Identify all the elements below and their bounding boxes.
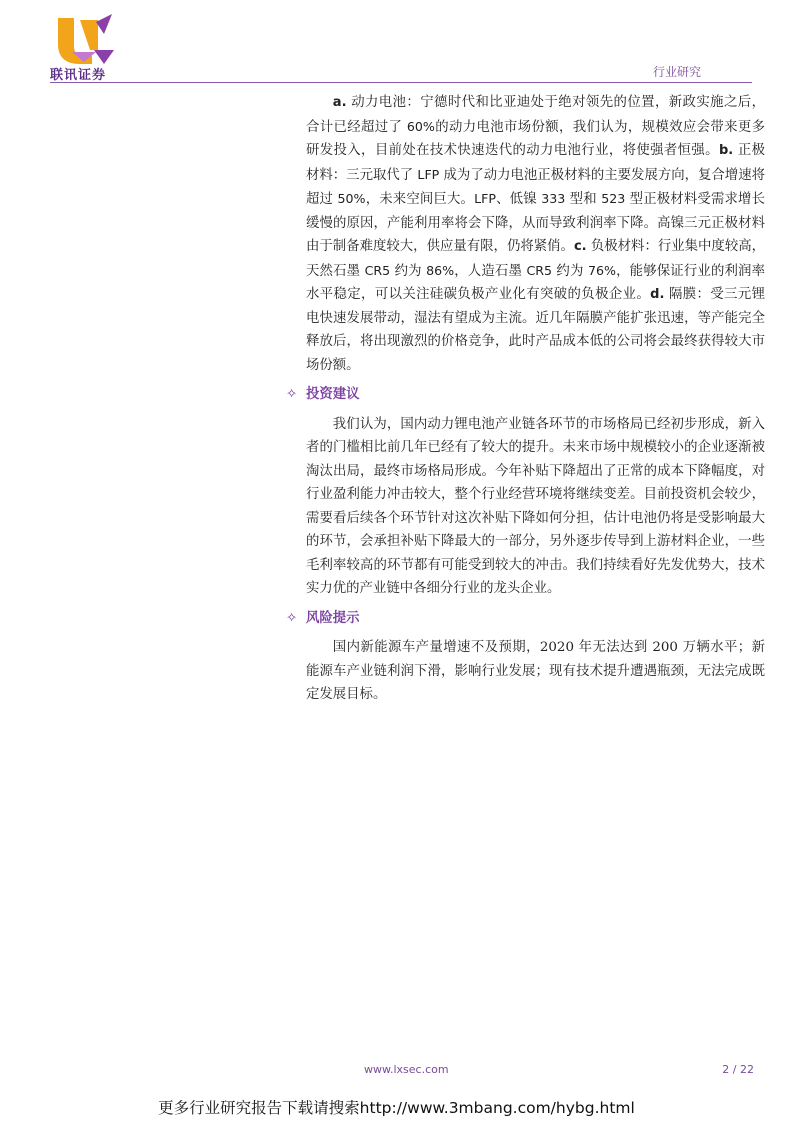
- header-divider: [50, 82, 752, 83]
- text-c3: ，人造石墨: [454, 263, 527, 279]
- download-note: 更多行业研究报告下载请搜索http://www.3mbang.com/hybg.html: [158, 1099, 635, 1117]
- footer-website-link[interactable]: www.lxsec.com: [364, 1063, 449, 1076]
- text-b3: ，未来空间巨大。: [365, 192, 475, 207]
- main-content: [286, 91, 766, 707]
- value-c-pct2: 76%: [587, 262, 616, 278]
- paragraph-risk: 国内新能源车产量增速不及预期，2020 年无法达到 200 万辆水平；新能源车产业链利润下滑，影响行业发展；现有技术提升遭遇瓶颈，无法完成既定发展目标。: [306, 640, 765, 702]
- text-b4: 、低镍: [495, 192, 542, 207]
- text-c5: ，能够保证行业的利润率水平稳定，可以关注硅碳负极产业化有突破的负极企业。: [306, 263, 766, 302]
- text-c2: 约为: [390, 263, 427, 279]
- text-c: 负极材料：行业集中度较高，天然石墨: [306, 239, 766, 279]
- term-lfp-2: LFP: [474, 191, 496, 206]
- report-category: 行业研究: [652, 65, 701, 79]
- section-title-text: 投资建议: [306, 387, 360, 402]
- term-lfp: LFP: [417, 166, 440, 182]
- item-marker-c: c.: [573, 239, 587, 254]
- section-title-investment: [286, 383, 765, 407]
- page-number: 2 / 22: [722, 1063, 754, 1076]
- item-marker-b: b.: [718, 143, 734, 158]
- term-cr5: CR5: [364, 262, 391, 278]
- text-c4: 约为: [552, 263, 588, 279]
- text-a2: 的动力电池市场份额，我们认为，规模效应会带来更多研发投入，目前处在技术快速迭代的动力电池行业，将使强者恒强。: [306, 119, 765, 158]
- diamond-bullet-icon: ✧: [286, 387, 298, 402]
- value-c-pct1: 86%: [426, 262, 455, 278]
- paragraph-industry-analysis: [306, 91, 765, 377]
- term-523: 523: [601, 191, 626, 206]
- value-a-pct: 60%: [406, 118, 435, 134]
- item-marker-d: d.: [650, 287, 665, 302]
- value-b-pct: 50%: [337, 191, 366, 206]
- text-b5: 型和: [565, 192, 602, 207]
- brand-name: 联讯证券: [50, 68, 107, 83]
- term-333: 333: [541, 191, 566, 206]
- paragraph-investment: 我们认为，国内动力锂电池产业链各环节的市场格局已经初步形成，新入者的门槛相比前几年已经有了较大的提升。未来市场中规模较小的企业逐渐被淘汰出局，最终市场格局形成。今年补贴下降超出了正常的成本下降幅度，对行业盈利能力冲击较大，整个行业经营环境将继续变差。目前投资机会较少，需要看后续各个环节针对这次补贴下降如何分担，估计电池仍将是受影响最大的环节，会承担补贴下降最大的一部分，另外逐步传导到上游材料企业，一些毛利率较高的环节都有可能受到较大的冲击。我们持续看好先发优势大，技术实力优的产业链中各细分行业的龙头企业。: [306, 416, 765, 596]
- text-b: 正极材料：三元取代了: [306, 143, 765, 183]
- text-a: 动力电池：宁德时代和比亚迪处于绝对领先的位置，新政实施之后，合计已经超过了: [306, 95, 765, 135]
- text-d: 隔膜：受三元锂电快速发展带动，湿法有望成为主流。近几年隔膜产能扩张迅速，等产能完全释放后，将出现激烈的价格竞争，此时产品成本低的公司将会最终获得较大市场份额。: [306, 287, 766, 373]
- text-b6: 型正极材料受需求增长缓慢的原因，产能利用率将会下降，从而导致利润率下降。高镍三元正极材料由于制备难度较大，供应量有限，仍将紧俏。: [306, 192, 765, 254]
- diamond-bullet-icon: ✧: [286, 610, 298, 626]
- section-title-risk: [286, 607, 765, 631]
- section-title-text: 风险提示: [306, 610, 360, 626]
- text-b2: 成为了动力电池正极材料的主要发展方向，复合增速将超过: [306, 167, 765, 207]
- item-marker-a: a.: [332, 95, 347, 110]
- term-cr5-2: CR5: [526, 262, 553, 278]
